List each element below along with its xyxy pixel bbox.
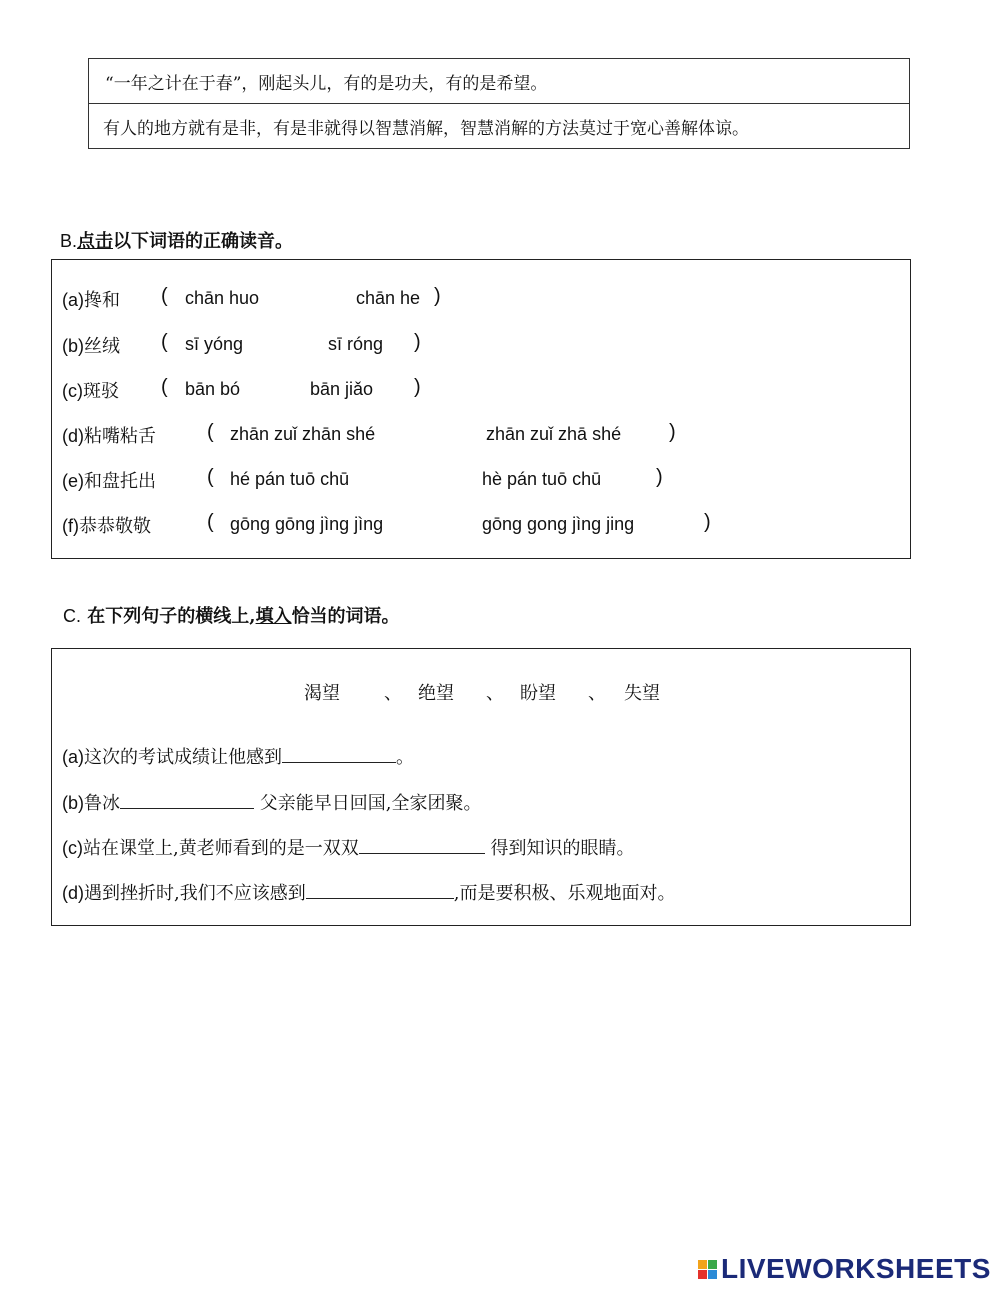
close-paren: ): [434, 285, 441, 307]
section-b-letter: B.: [60, 231, 78, 251]
pinyin-question-box: [51, 259, 911, 559]
blank-input-d[interactable]: [306, 882, 454, 899]
item-word: 粘嘴粘舌: [84, 426, 156, 447]
liveworksheets-logo: [698, 1253, 991, 1285]
sentence-c: [62, 834, 634, 860]
word-separator: 、: [384, 683, 402, 704]
sentence-before: 这次的考试成绩让他感到: [84, 747, 282, 768]
item-label: (e): [62, 471, 84, 491]
sentence-label: (c): [62, 838, 83, 858]
sentence-before: 鲁冰: [84, 793, 120, 814]
section-c-title-underlined: 填入: [255, 606, 292, 627]
item-word: 恭恭敬敬: [79, 516, 151, 537]
pinyin-option-f-1[interactable]: gōng gōng jìng jìng: [230, 514, 384, 534]
pinyin-option-b-1[interactable]: sī yóng: [185, 334, 244, 354]
open-paren: (: [207, 466, 214, 488]
word-bank-item: 绝望: [418, 683, 454, 704]
pinyin-option-b-2[interactable]: sī róng: [328, 334, 384, 354]
close-paren: ): [669, 421, 676, 443]
pinyin-option-f-2[interactable]: gōng gong jìng jing: [482, 514, 635, 534]
quote-row-2: 有人的地方就有是非，有是非就得以智慧消解，智慧消解的方法莫过于宽心善解体谅。: [89, 103, 909, 148]
word-separator: 、: [486, 683, 504, 704]
item-word: 丝绒: [84, 336, 120, 357]
section-b-title: [60, 227, 293, 253]
pinyin-option-c-2[interactable]: bān jiǎo: [310, 379, 374, 399]
open-paren: (: [207, 511, 214, 533]
sentence-after: ,而是要积极、乐观地面对。: [453, 883, 676, 904]
item-label: (a): [62, 290, 84, 310]
pinyin-option-d-2[interactable]: zhān zuǐ zhā shé: [486, 424, 622, 444]
pinyin-option-a-1[interactable]: chān huo: [185, 288, 260, 308]
sentence-after: 父亲能早日回国,全家团聚。: [254, 793, 482, 814]
close-paren: ): [704, 511, 711, 533]
sentence-before: 站在课堂上,黄老师看到的是一双双: [83, 838, 359, 859]
close-paren: ): [656, 466, 663, 488]
pinyin-option-d-1[interactable]: zhān zuǐ zhān shé: [230, 424, 376, 444]
pinyin-option-e-1[interactable]: hé pán tuō chū: [230, 469, 350, 489]
pinyin-item-b: [62, 332, 120, 358]
pinyin-item-a: [62, 286, 120, 312]
pinyin-option-c-1[interactable]: bān bó: [185, 379, 241, 399]
blank-input-b[interactable]: [120, 792, 254, 809]
sentence-a: [62, 743, 414, 769]
pinyin-item-d: [62, 422, 156, 448]
quote-table: [88, 58, 910, 149]
section-c-title: [63, 602, 400, 628]
pinyin-option-a-2[interactable]: chān he: [356, 288, 421, 308]
blank-input-c[interactable]: [359, 837, 485, 854]
word-bank-item: 失望: [624, 683, 660, 704]
pinyin-item-e: [62, 467, 156, 493]
word-bank-item: 盼望: [520, 683, 556, 704]
item-word: 搀和: [84, 290, 120, 311]
section-b-title-text: 以下词语的正确读音。: [113, 231, 294, 252]
section-c-title-pre: 在下列句子的横线上,: [87, 606, 256, 627]
item-label: (b): [62, 336, 84, 356]
sentence-after: 得到知识的眼睛。: [484, 838, 635, 859]
fill-blank-box: [51, 648, 911, 926]
pinyin-item-f: [62, 512, 151, 538]
sentence-b: [62, 789, 481, 815]
item-label: (c): [62, 381, 83, 401]
close-paren: ): [414, 331, 421, 353]
pinyin-item-c: [62, 377, 119, 403]
close-paren: ): [414, 376, 421, 398]
item-word: 和盘托出: [84, 471, 156, 492]
blank-input-a[interactable]: [282, 746, 396, 763]
word-bank-item: 渴望: [304, 683, 340, 704]
pinyin-option-e-2[interactable]: hè pán tuō chū: [482, 469, 602, 489]
open-paren: (: [161, 376, 168, 398]
word-separator: 、: [588, 683, 606, 704]
section-b-title-underlined: 点击: [77, 231, 114, 252]
open-paren: (: [161, 285, 168, 307]
sentence-before: 遇到挫折时,我们不应该感到: [84, 883, 306, 904]
open-paren: (: [161, 331, 168, 353]
sentence-after: 。: [396, 747, 414, 768]
sentence-d: [62, 879, 675, 905]
logo-squares-icon: [698, 1260, 717, 1279]
item-label: (f): [62, 516, 79, 536]
quote-row-1: “一年之计在于春”，刚起头儿，有的是功夫，有的是希望。: [105, 73, 548, 94]
open-paren: (: [207, 421, 214, 443]
sentence-label: (a): [62, 747, 84, 767]
section-c-title-post: 恰当的词语。: [291, 606, 400, 627]
section-c-letter: C.: [63, 606, 81, 626]
item-word: 斑驳: [83, 381, 119, 402]
sentence-label: (d): [62, 883, 84, 903]
item-label: (d): [62, 426, 84, 446]
logo-text: LIVEWORKSHEETS: [721, 1253, 991, 1284]
sentence-label: (b): [62, 793, 84, 813]
